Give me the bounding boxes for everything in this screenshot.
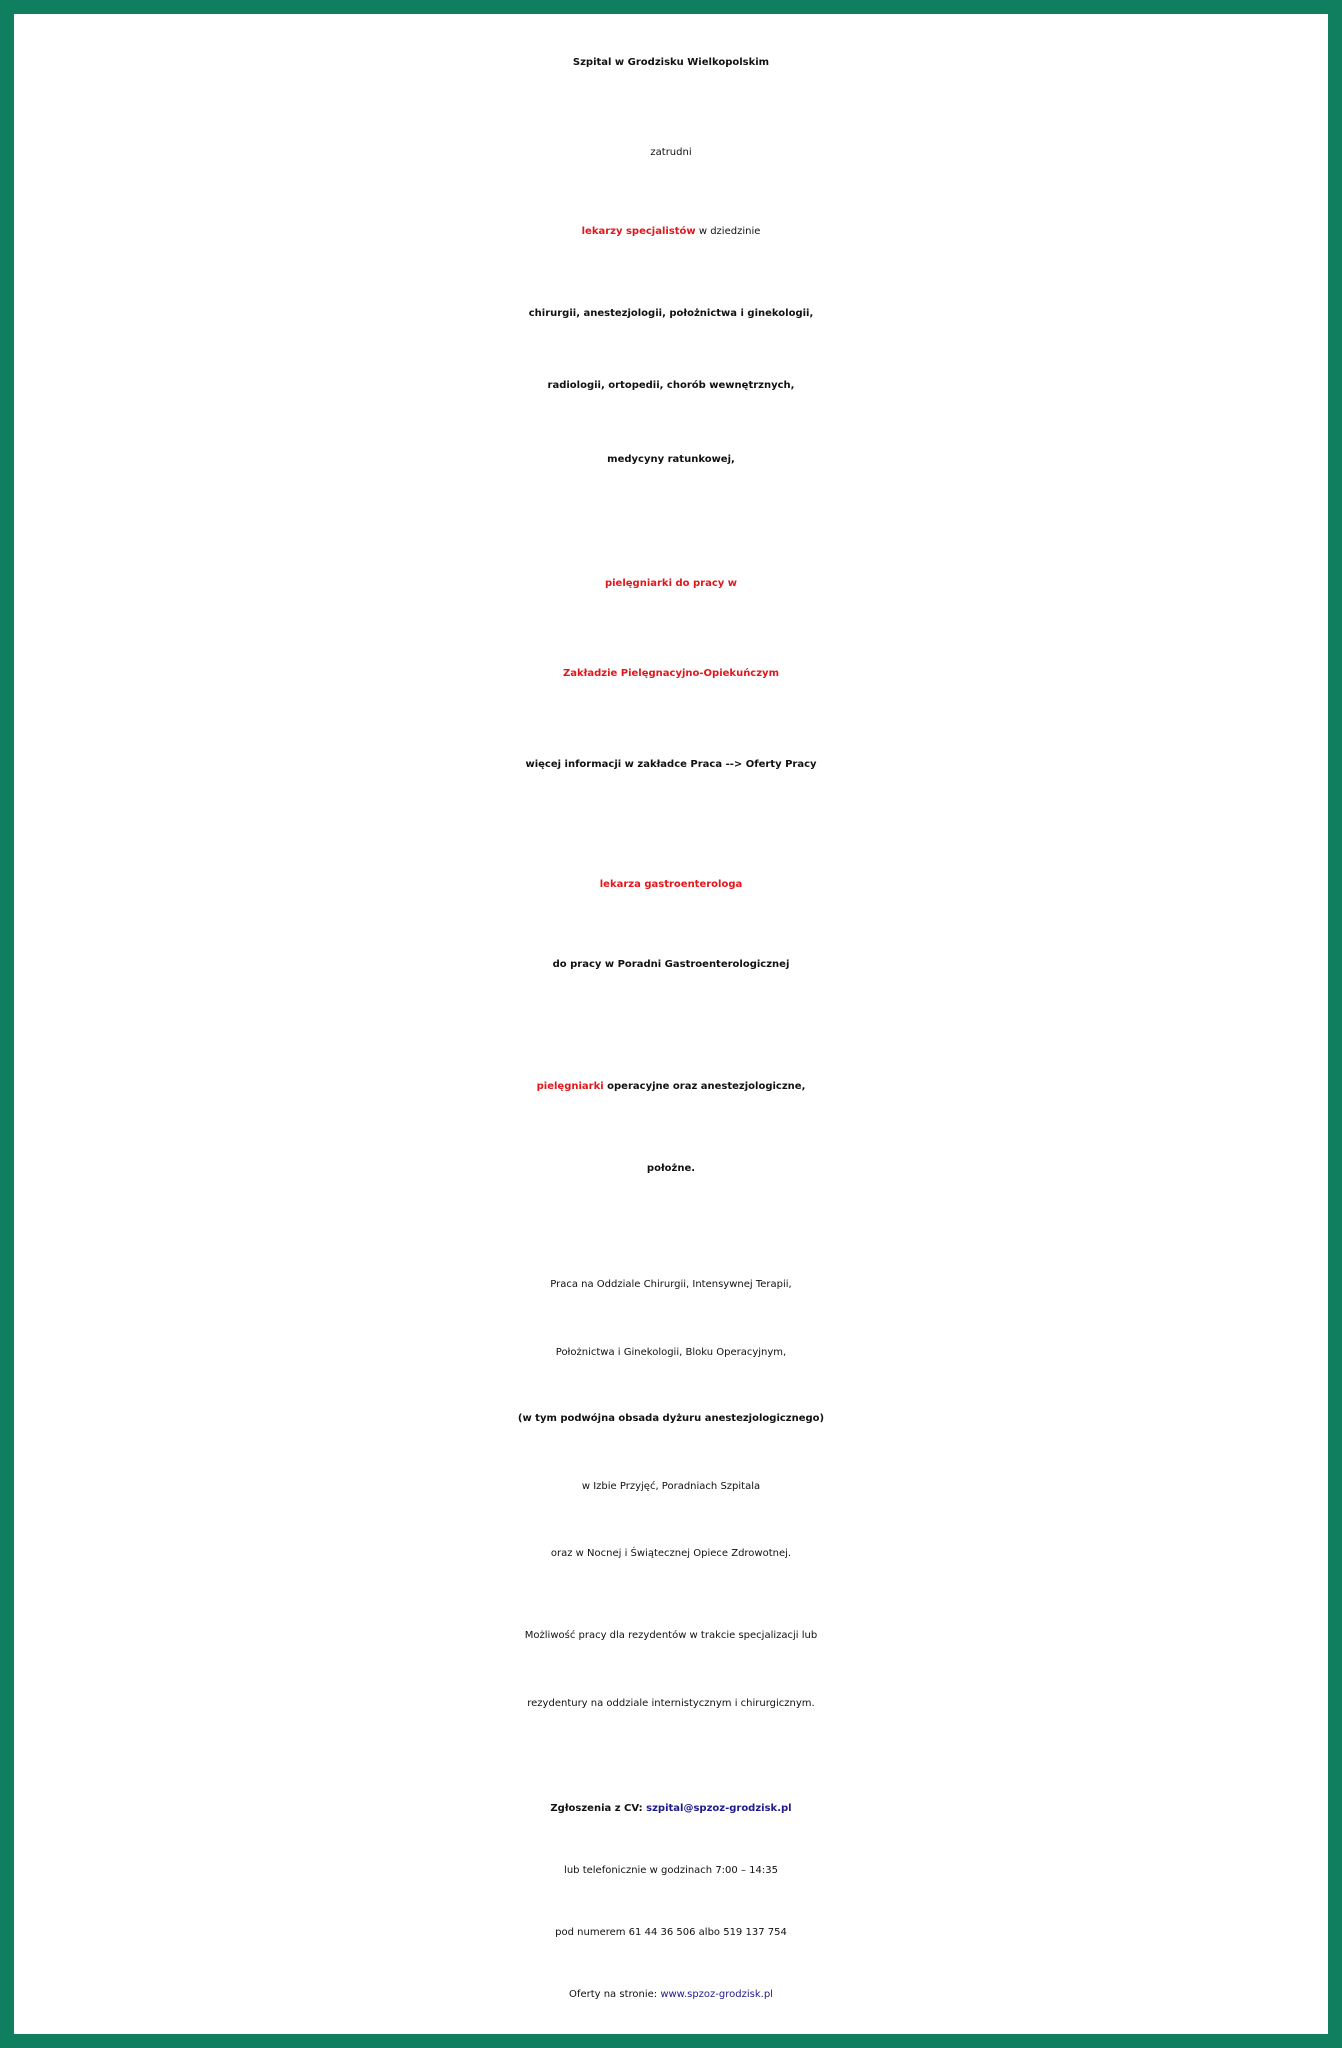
hires-text: zatrudni <box>650 147 692 158</box>
doctor-fields-line-3: medycyny ratunkowej, <box>607 454 735 465</box>
phone-hours-line: lub telefonicznie w godzinach 7:00 – 14:35 <box>564 1865 778 1876</box>
hospital-name: Szpital w Grodzisku Wielkopolskim <box>572 57 770 68</box>
more-info-text: więcej informacji w zakładce Praca --> Oferty Pracy <box>525 759 817 770</box>
residents-line-2: rezydentury na oddziale internistycznym i chirurgicznym. <box>527 1698 815 1709</box>
website-label: Oferty na stronie: <box>569 1989 661 2000</box>
doctors-intro-suffix: w dziedzinie <box>695 226 761 237</box>
residents-line-1: Możliwość pracy dla rezydentów w trakcie specjalizacji lub <box>524 1630 818 1641</box>
midwives-line: położne. <box>646 1163 696 1174</box>
doctors-intro <box>14 227 1328 237</box>
operating-nurses-suffix: operacyjne oraz anestezjologiczne, <box>603 1081 806 1092</box>
contact-email-link[interactable]: szpital@spzoz-grodzisk.pl <box>646 1803 792 1814</box>
workplaces-line-1: Praca na Oddziale Chirurgii, Intensywnej Terapii, <box>550 1279 792 1290</box>
workplaces-line-5: oraz w Nocnej i Świątecznej Opiece Zdrowotnej. <box>550 1548 792 1559</box>
workplaces-line-3: (w tym podwójna obsada dyżuru anestezjologicznego) <box>517 1413 825 1424</box>
care-nurses-line-1: pielęgniarki do pracy w <box>604 578 738 589</box>
operating-nurses-highlight: pielęgniarki <box>536 1081 604 1092</box>
gastro-clinic-line: do pracy w Poradni Gastroenterologicznej <box>552 959 790 970</box>
doctor-fields-line-1: chirurgii, anestezjologii, położnictwa i ginekologii, <box>528 308 814 319</box>
workplaces-line-2: Położnictwa i Ginekologii, Bloku Operacyjnym, <box>555 1347 787 1358</box>
doctor-fields-line-2: radiologii, ortopedii, chorób wewnętrznych, <box>547 380 795 391</box>
website-link[interactable]: www.spzoz-grodzisk.pl <box>660 1989 773 2000</box>
operating-nurses-line-1 <box>14 1082 1328 1092</box>
gastro-highlight: lekarza gastroenterologa <box>599 879 743 890</box>
workplaces-line-4: w Izbie Przyjęć, Poradniach Szpitala <box>581 1481 761 1492</box>
contact-email-line <box>14 1804 1328 1814</box>
contact-label: Zgłoszenia z CV: <box>550 1803 647 1814</box>
phone-numbers-line: pod numerem 61 44 36 506 albo 519 137 754 <box>555 1927 787 1938</box>
care-nurses-line-2: Zakładzie Pielęgnacyjno-Opiekuńczym <box>562 668 779 679</box>
website-line <box>14 1990 1328 2000</box>
doctors-highlight: lekarzy specjalistów <box>581 226 696 237</box>
